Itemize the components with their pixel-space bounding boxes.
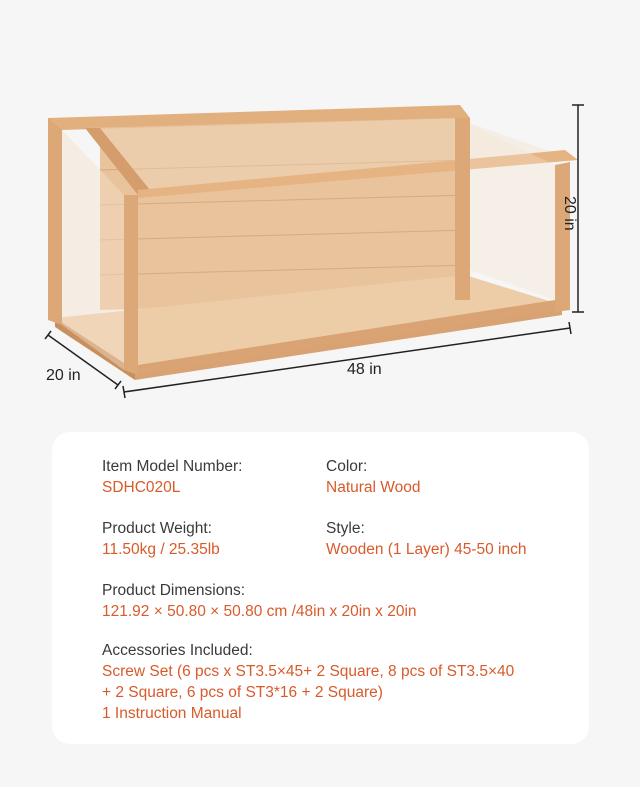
left-back-post [48,118,62,325]
product-weight-value: 11.50kg / 25.35lb [102,541,220,558]
product-dimensions [102,580,417,622]
model-number-label: Item Model Number: [102,458,243,475]
right-front-post [555,162,570,312]
accessories-line: Screw Set (6 pcs x ST3.5×45+ 2 Square, 8 pcs of ST3.5×40 [102,663,515,680]
model-number-value: SDHC020L [102,479,181,496]
accessories-line: + 2 Square, 6 pcs of ST3*16 + 2 Square) [102,684,383,701]
color-value: Natural Wood [326,479,421,496]
accessories-line: 1 Instruction Manual [102,705,242,722]
height-dimension-label: 20 in [561,196,578,231]
product-weight-label: Product Weight: [102,520,212,537]
product-dimensions-value: 121.92 × 50.80 × 50.80 cm /48in x 20in x 20in [102,603,417,620]
style-label: Style: [326,520,365,537]
width-dimension-label: 48 in [347,361,382,378]
right-back-post [455,118,470,300]
product-dimensions-label: Product Dimensions: [102,582,246,599]
accessories-label: Accessories Included: [102,642,253,659]
style-value: Wooden (1 Layer) 45-50 inch [326,541,527,558]
specifications-card [52,432,589,744]
depth-dimension-label: 20 in [46,367,81,384]
color [326,456,420,498]
model-number [102,456,242,498]
style [326,518,526,560]
color-label: Color: [326,458,368,475]
accessories [102,640,514,724]
product-weight [102,518,220,560]
left-front-post [124,195,138,375]
